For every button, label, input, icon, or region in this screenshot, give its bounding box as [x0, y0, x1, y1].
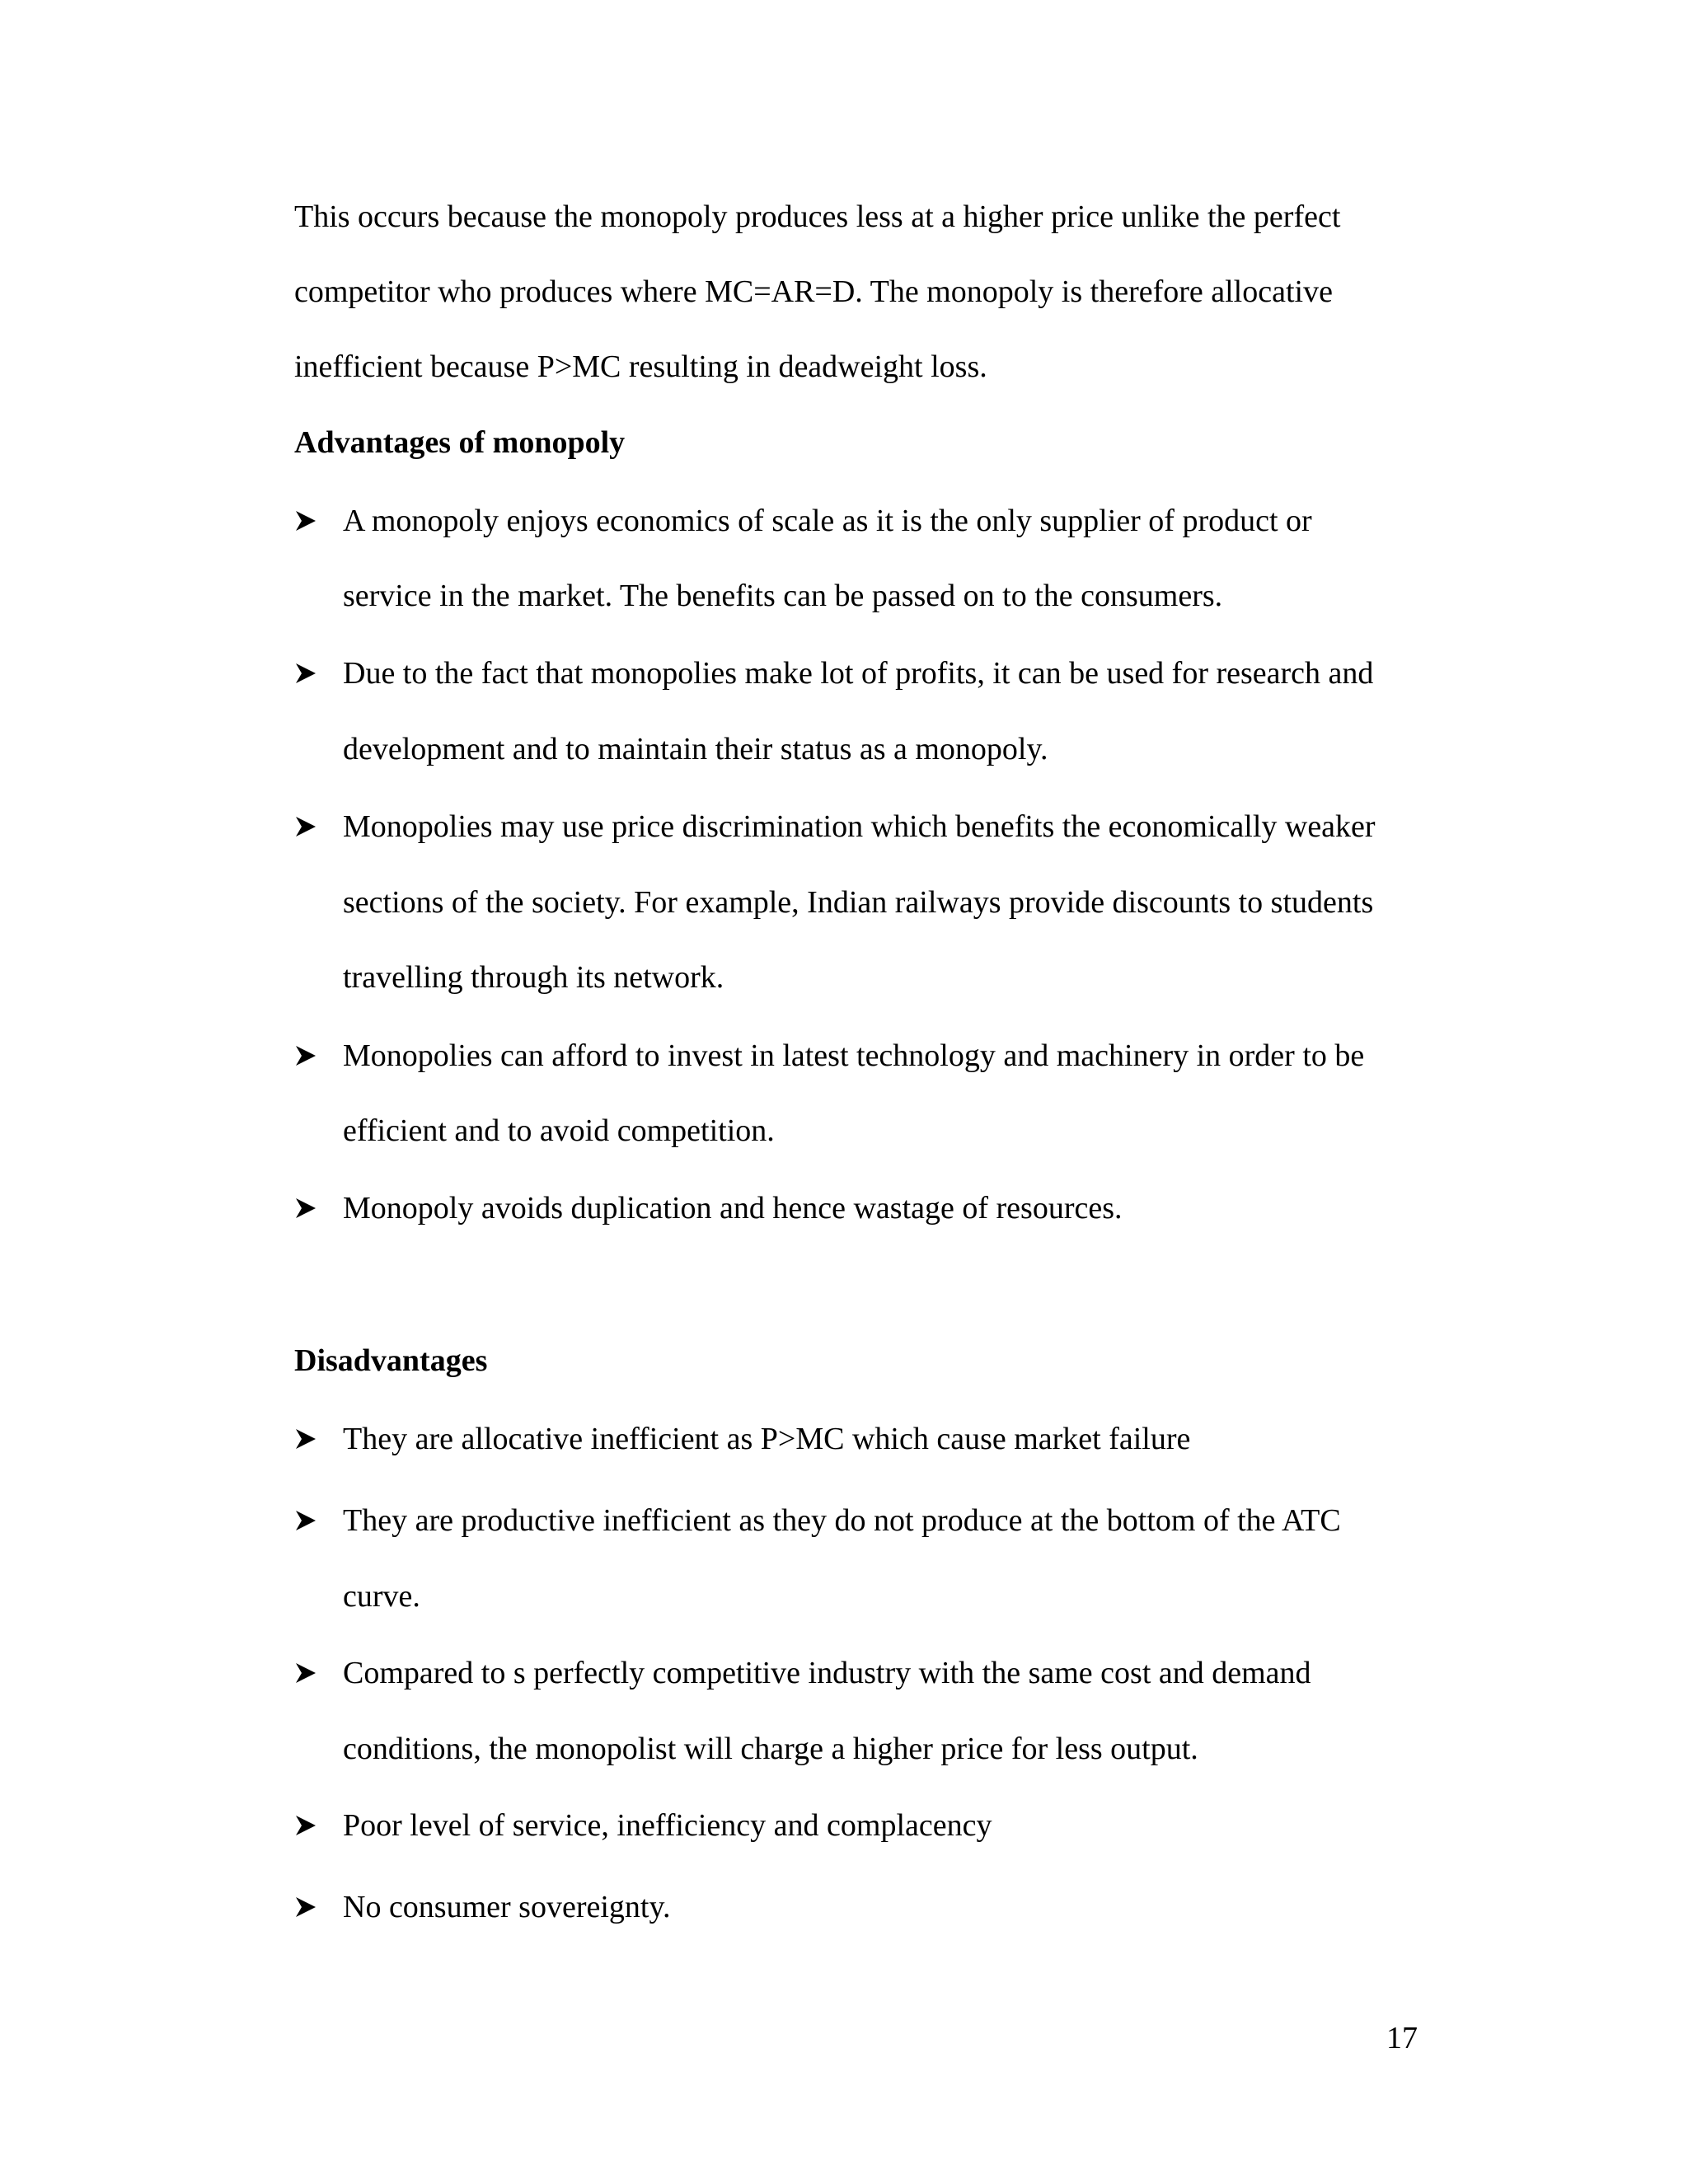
advantage-5-line-1: Monopoly avoids duplication and hence wastage of resources. — [343, 1191, 1123, 1226]
disadvantage-3-line-2: conditions, the monopolist will charge a higher price for less output. — [343, 1732, 1198, 1766]
advantage-4-line-1: Monopolies can afford to invest in latest technology and machinery in order to be — [343, 1038, 1365, 1073]
intro-line-2: competitor who produces where MC=AR=D. The monopoly is therefore allocative — [294, 274, 1333, 309]
arrowhead-bullet-icon — [294, 808, 322, 846]
arrowhead-bullet-icon — [294, 654, 322, 692]
advantage-1-line-2: service in the market. The benefits can be passed on to the consumers. — [343, 579, 1223, 613]
advantage-3-line-3: travelling through its network. — [343, 960, 724, 995]
advantage-3-line-1: Monopolies may use price discrimination which benefits the economically weaker — [343, 809, 1376, 844]
disadvantage-4-line-1: Poor level of service, inefficiency and complacency — [343, 1808, 992, 1843]
disadvantage-1-line-1: They are allocative inefficient as P>MC which cause market failure — [343, 1422, 1191, 1456]
arrowhead-bullet-icon — [294, 1420, 322, 1458]
advantage-1-line-1: A monopoly enjoys economics of scale as it is the only supplier of product or — [343, 504, 1312, 538]
disadvantages-heading: Disadvantages — [294, 1343, 488, 1378]
arrowhead-bullet-icon — [294, 1654, 322, 1692]
arrowhead-bullet-icon — [294, 502, 322, 540]
disadvantage-5-line-1: No consumer sovereignty. — [343, 1890, 671, 1924]
advantage-4-line-2: efficient and to avoid competition. — [343, 1113, 775, 1148]
intro-line-1: This occurs because the monopoly produces less at a higher price unlike the perfect — [294, 199, 1341, 234]
disadvantage-2-line-1: They are productive inefficient as they do not produce at the bottom of the ATC — [343, 1503, 1341, 1538]
advantages-heading: Advantages of monopoly — [294, 425, 626, 460]
advantage-3-line-2: sections of the society. For example, Indian railways provide discounts to students — [343, 885, 1374, 920]
page-number: 17 — [1386, 2021, 1418, 2055]
intro-line-3: inefficient because P>MC resulting in deadweight loss. — [294, 349, 987, 384]
arrowhead-bullet-icon — [294, 1037, 322, 1075]
disadvantage-2-line-2: curve. — [343, 1579, 420, 1614]
arrowhead-bullet-icon — [294, 1807, 322, 1844]
arrowhead-bullet-icon — [294, 1502, 322, 1540]
advantage-2-line-1: Due to the fact that monopolies make lot of profits, it can be used for research and — [343, 656, 1374, 691]
arrowhead-bullet-icon — [294, 1888, 322, 1926]
disadvantage-3-line-1: Compared to s perfectly competitive industry with the same cost and demand — [343, 1656, 1311, 1690]
advantage-2-line-2: development and to maintain their status as a monopoly. — [343, 732, 1048, 766]
arrowhead-bullet-icon — [294, 1189, 322, 1227]
